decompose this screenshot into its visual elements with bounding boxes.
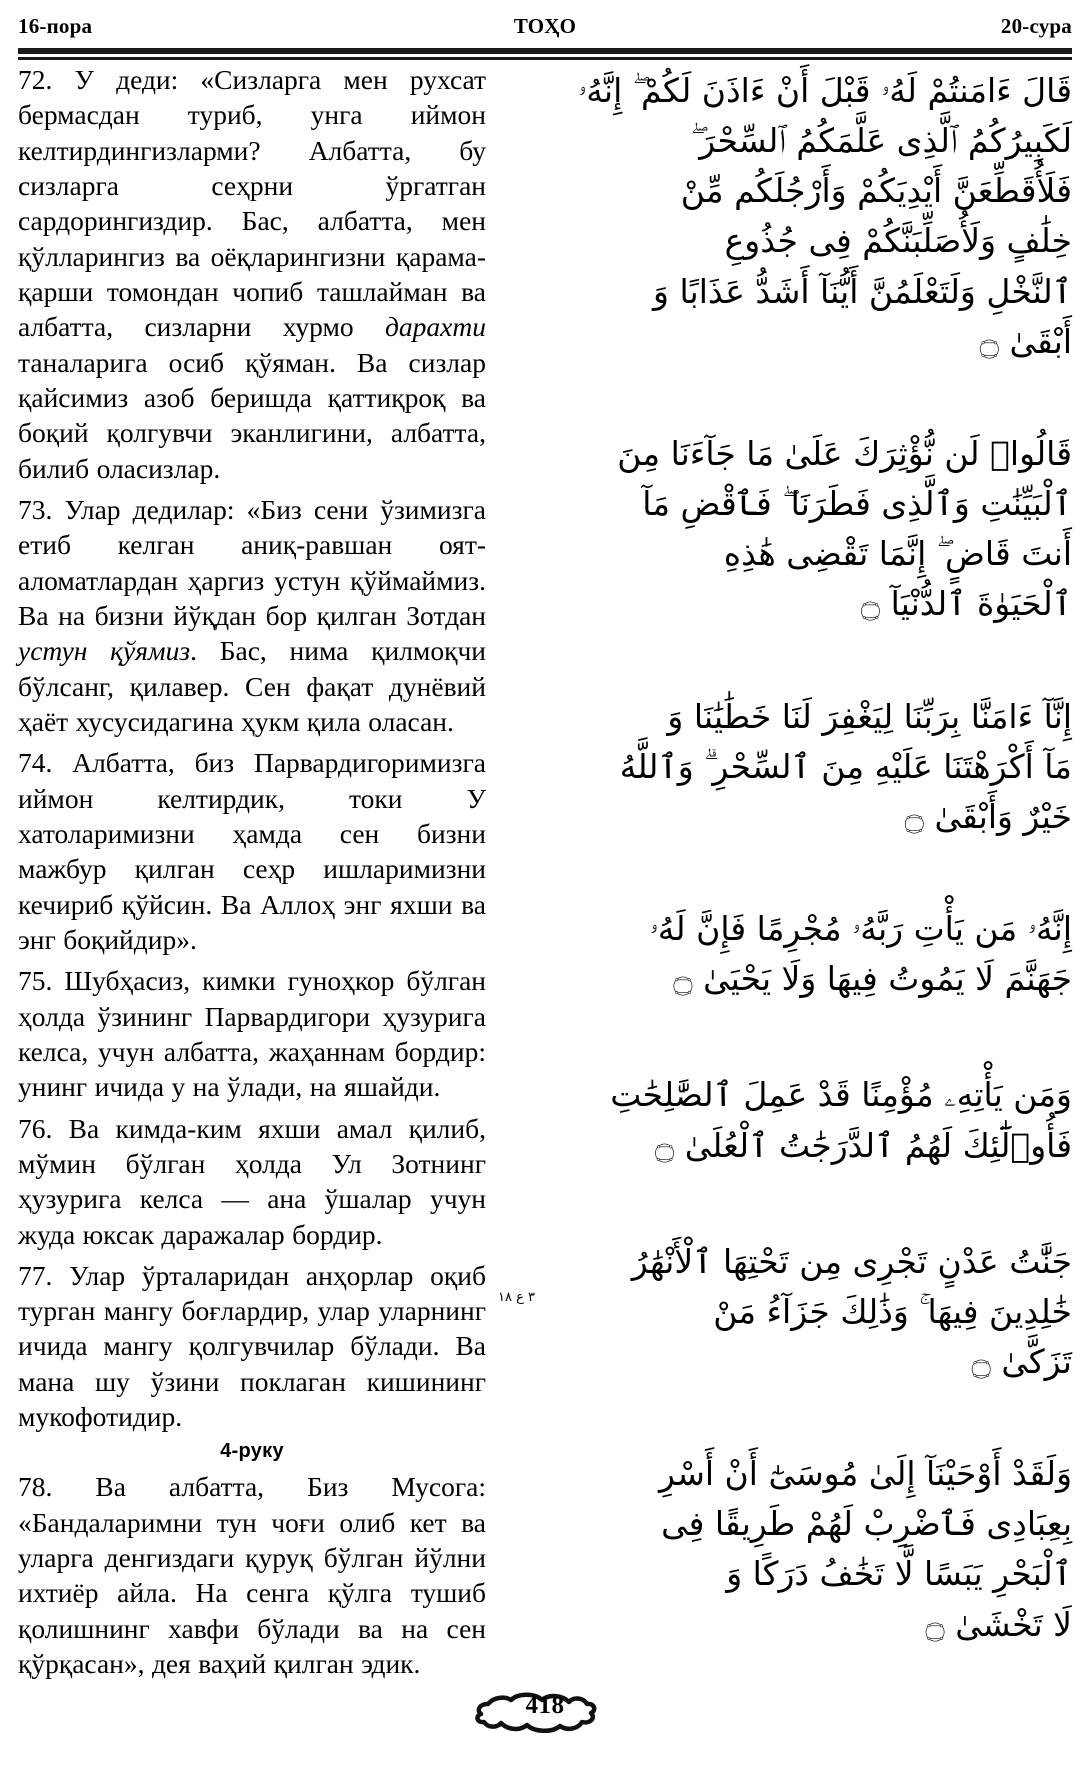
verse-text-after: таналарига осиб қўяман. Ва сизлар қайсимиз азоб беришда қаттиқроқ ва боқий қолгувчи эканлигини, албатта, билиб оласизлар.	[18, 346, 486, 484]
running-header	[18, 14, 1072, 48]
header-rule-thin	[18, 57, 1072, 60]
arabic-line: أَبْقَىٰ ۝	[979, 321, 1072, 361]
translation-column	[18, 62, 486, 1681]
header-rule-thick	[18, 48, 1072, 54]
arabic-line: ٱلْحَيَوٰةَ ٱلدُّنْيَآ ۝	[860, 584, 1072, 624]
arabic-line: جَنَّٰتُ عَدْنٍ تَجْرِى مِن تَحْتِهَا ٱلْأَنْهَٰرُ	[631, 1241, 1072, 1281]
header-surah-title: ТОҲО	[513, 14, 577, 38]
arabic-line: خِلَٰفٍ وَلَأُصَلِّبَنَّكُمْ فِى جُذُوعِ	[724, 221, 1072, 261]
verse-text-before: 72. У деди: «Сизларга мен рухсат бермасдан туриб, унга иймон келтирдингизларми? Албатта, бу сизларга сеҳрни ўргатган сардорингиздир. Бас, албатта, мен қўлларингиз ва оёқларингизни қарама-қарши томондан чопиб ташлайман ва албатта, сизларни хурмо	[18, 64, 486, 343]
header-juz-label: 16-пора	[18, 14, 93, 38]
arabic-line: ٱلنَّخْلِ وَلَتَعْلَمُنَّ أَيُّنَآ أَشَدُّ عَذَابًا وَ	[653, 271, 1072, 311]
ayah-block	[500, 66, 1072, 367]
ruku-symbol-icon: ٣ ع ١٨	[498, 1289, 535, 1305]
arabic-line: مَآ أَكْرَهْتَنَا عَلَيْهِ مِنَ ٱلسِّحْرِ ۗ وَٱللَّهُ	[619, 746, 1072, 786]
ayah-block	[500, 692, 1072, 842]
page-body	[0, 62, 1090, 1728]
arabic-line: قَالَ ءَامَنتُمْ لَهُۥ قَبْلَ أَنْ ءَاذَنَ لَكُمْ ۖ إِنَّهُۥ	[577, 71, 1072, 110]
arabic-line: ٱلْبَحْرِ يَبَسًا لَّا تَخَٰفُ دَرَكًا وَ	[726, 1554, 1072, 1594]
arabic-line: وَمَن يَأْتِهِۦ مُؤْمِنًا قَدْ عَمِلَ ٱلصَّٰلِحَٰتِ	[610, 1075, 1072, 1115]
arabic-line: أَنتَ قَاضٍ ۖ إِنَّمَا تَقْضِى هَٰذِهِ	[723, 534, 1072, 574]
verse-italic-term: дарахти	[385, 311, 486, 343]
verse-paragraph	[18, 1258, 486, 1435]
folio-cartouche	[470, 1684, 620, 1736]
ayah-block	[500, 1237, 1072, 1387]
arabic-line: بِعِبَادِى فَٱضْرِبْ لَهُمْ طَرِيقًا فِى	[661, 1504, 1072, 1544]
verse-text-before: 73. Улар дедилар: «Биз сени ўзимизга етиб келган аниқ-равшан оят-аломатлардан ҳаргиз устун қўймаймиз. Ва на бизни йўқдан бор қилган Зотдан	[18, 493, 486, 631]
ayah-block	[500, 904, 1072, 1004]
ayah-block	[500, 429, 1072, 630]
arabic-line: خَيْرٌ وَأَبْقَىٰ ۝	[904, 796, 1072, 836]
page-number: 418	[525, 1692, 565, 1719]
arabic-line: وَلَقَدْ أَوْحَيْنَآ إِلَىٰ مُوسَىٰٓ أَنْ أَسْرِ	[659, 1454, 1072, 1494]
arabic-line: فَأُو۟لَٰٓئِكَ لَهُمُ ٱلدَّرَجَٰتُ ٱلْعُلَىٰ ۝	[654, 1125, 1072, 1165]
arabic-line: تَزَكَّىٰ ۝	[971, 1341, 1072, 1381]
verse-paragraph	[18, 62, 486, 486]
verse-text-after: . Бас, нима қилмоқчи бўлсанг, қилавер. Сен фақат дунёвий ҳаёт хусусидагина ҳукм қила оласан.	[18, 635, 486, 737]
ayah-block	[500, 1449, 1072, 1650]
verse-text-before: 75. Шубҳасиз, кимки гуноҳкор бўлган ҳолда ўзининг Парвардигори ҳузурига келса, учун албатта, жаҳаннам бордир: унинг ичида у на ўлади, на яшайди.	[18, 965, 486, 1103]
arabic-line: ٱلْبَيِّنَٰتِ وَٱلَّذِى فَطَرَنَا ۖ فَٱقْضِ مَآ	[642, 484, 1072, 524]
header-divider-rule	[18, 48, 1072, 60]
verse-text-before: 74. Албатта, биз Парвардигоримизга иймон келтирдик, токи У хатоларимизни ҳамда сен бизни мажбур қилган сеҳр ишларимизни кечириб қўйсин. Ва Аллоҳ энг яхши ва энг боқийдир».	[18, 747, 486, 955]
arabic-line: لَكَبِيرُكُمُ ٱلَّذِى عَلَّمَكُمُ ٱلسِّحْرَ ۖ	[691, 121, 1072, 161]
verse-paragraph	[18, 1111, 486, 1252]
arabic-line: خَٰلِدِينَ فِيهَا ۚ وَذَٰلِكَ جَزَآءُ مَنْ	[713, 1291, 1072, 1331]
verse-text-before: 77. Улар ўрталаридан анҳорлар оқиб турган мангу боғлардир, улар уларнинг ичида мангу қолгувчилар бўлади. Ва мана шу ўзини поклаган кишининг мукофотидир.	[18, 1259, 486, 1433]
verse-italic-term: устун қўямиз	[18, 635, 191, 667]
ayah-block	[500, 1070, 1072, 1170]
arabic-line: إِنَّهُۥ مَن يَأْتِ رَبَّهُۥ مُجْرِمًا فَإِنَّ لَهُۥ	[649, 909, 1072, 949]
ruku-section-marker: 4-руку	[220, 1440, 284, 1463]
verse-text-before: 78. Ва албатта, Биз Мусога: «Бандаларимни тун чоғи олиб кет ва уларга денгиздаги қуруқ бўлган йўлни ихтиёр айла. На сенга қўлга тушиб қолишнинг хавфи бўлади ва на сен қўрқасан», дея ваҳий қилган эдик.	[18, 1471, 486, 1680]
arabic-line: لَا تَخْشَىٰ ۝	[925, 1604, 1072, 1644]
arabic-line: إِنَّآ ءَامَنَّا بِرَبِّنَا لِيَغْفِرَ لَنَا خَطَٰيَٰنَا وَ	[667, 696, 1072, 736]
arabic-line: جَهَنَّمَ لَا يَمُوتُ فِيهَا وَلَا يَحْيَىٰ ۝	[673, 959, 1072, 999]
arabic-line: فَلَأُقَطِّعَنَّ أَيْدِيَكُمْ وَأَرْجُلَكُم مِّنْ	[680, 171, 1072, 211]
verse-paragraph	[18, 492, 486, 739]
verse-paragraph	[18, 745, 486, 957]
arabic-column	[500, 62, 1072, 1650]
arabic-line: قَالُوا۟ لَن نُّؤْثِرَكَ عَلَىٰ مَا جَآءَنَا مِنَ	[617, 433, 1072, 473]
verse-paragraph	[18, 963, 486, 1104]
page-footer	[0, 1684, 1090, 1736]
verse-paragraph	[18, 1469, 486, 1681]
header-surah-number-label: 20-сура	[1000, 14, 1072, 38]
verse-text-before: 76. Ва кимда-ким яхши амал қилиб, мўмин бўлган ҳолда Ул Зотнинг ҳузурига келса — ана ўшалар учун жуда юксак даражалар бордир.	[18, 1112, 486, 1250]
